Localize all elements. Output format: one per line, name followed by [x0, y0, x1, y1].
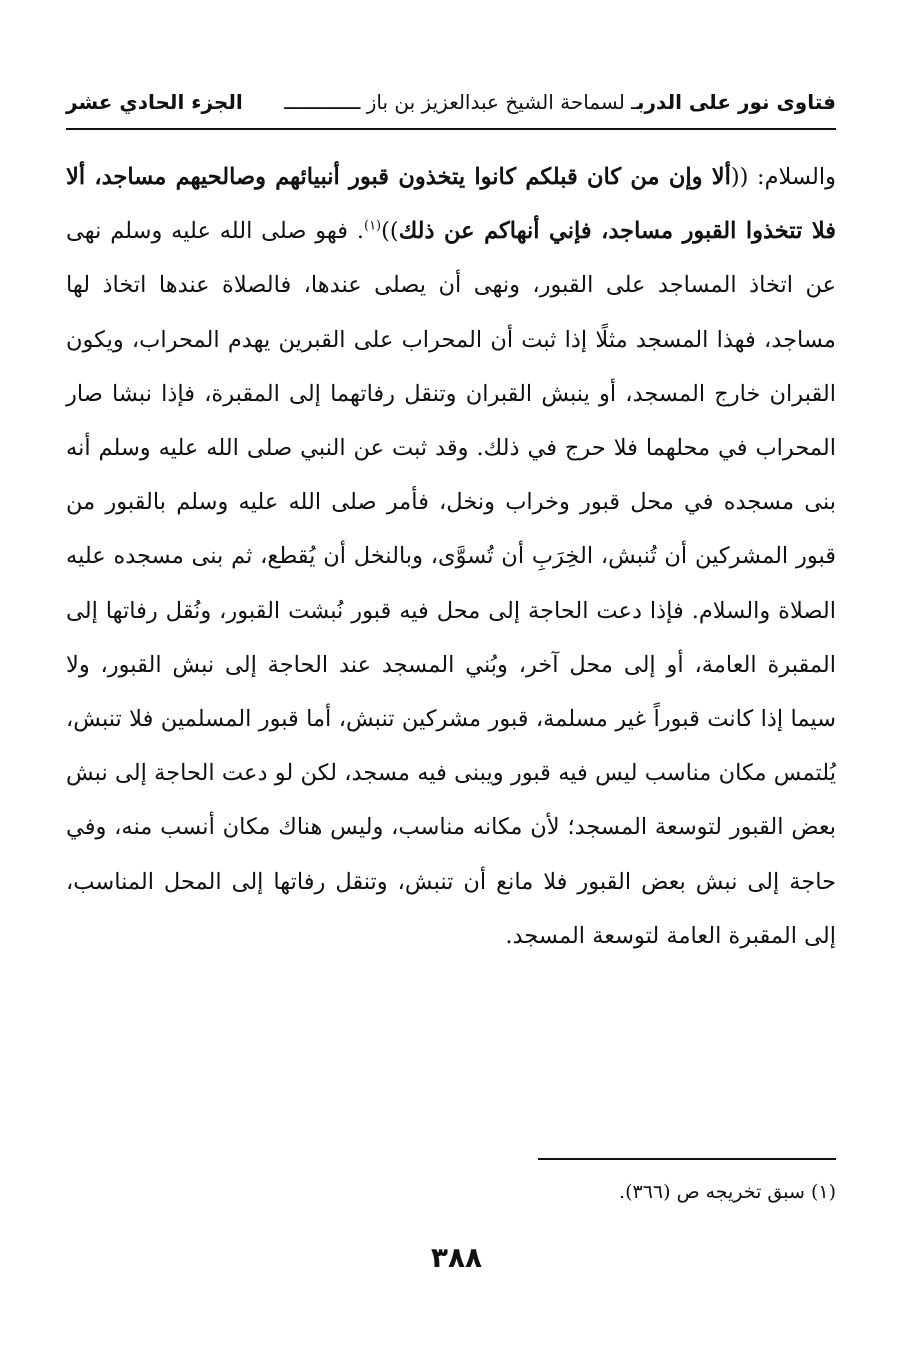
header-volume: الجزء الحادي عشر [66, 90, 243, 114]
footnote: (١) سبق تخريجه ص (٣٦٦). [619, 1181, 836, 1203]
header-book-info [284, 82, 836, 122]
page-number: ٣٨٨ [430, 1241, 483, 1274]
footnote-divider [538, 1158, 836, 1160]
body-paragraph [66, 150, 836, 963]
hadith-quote: ألا وإن من كان قبلكم كانوا يتخذون قبور أنبيائهم وصالحيهم مساجد، ألا فلا تتخذوا القبور مساجد، فإني أنهاكم عن ذلك [66, 164, 837, 245]
body-intro: والسلام: (( [730, 164, 836, 190]
header-series-title: فتاوى نور على الدرب [637, 90, 836, 114]
footnote-reference[interactable]: (١) [363, 218, 382, 234]
body-continuation: . فهو صلى الله عليه وسلم نهى عن اتخاذ المساجد على القبور، ونهى أن يصلى عندها، فالصلاة عندها اتخاذ لها مساجد، فهذا المسجد مثلًا إذا ثبت أن المحراب على القبرين يهدم المحراب، ويكون القبران خارج المسجد، أو ينبش القبران وتنقل رفاتهما إلى المقبرة، فإذا نبشا صار المحراب في محلهما فلا حرج في ذلك. وقد ثبت عن النبي صلى الله عليه وسلم أنه بنى مسجده في محل قبور وخراب ونخل، فأمر صلى الله عليه وسلم بالقبور من قبور المشركين أن تُنبش، الخِرَبِ أن تُسوَّى، وبالنخل أن يُقطع، ثم بنى مسجده عليه الصلاة والسلام. فإذا دعت الحاجة إلى محل فيه قبور نُبشت القبور، ونُقل رفاتها إلى المقبرة العامة، أو إلى محل آخر، وبُني المسجد عند الحاجة إلى نبش القبور، ولا سيما إذا كانت قبوراً غير مسلمة، قبور مشركين تنبش، أما قبور المسلمين فلا تنبش، يُلتمس مكان مناسب ليس فيه قبور ويبنى فيه مسجد، لكن لو دعت الحاجة إلى نبش بعض القبور لتوسعة المسجد؛ لأن مكانه مناسب، وليس هناك مكان أنسب منه، وفي حاجة إلى نبش بعض القبور فلا مانع أن تنبش، وتنقل رفاتها إلى المحل المناسب، إلى المقبرة العامة لتوسعة المسجد. [66, 218, 836, 949]
hadith-close: )) [381, 218, 399, 245]
running-header [66, 82, 836, 122]
header-divider [66, 128, 836, 130]
header-author: ـ لسماحة الشيخ عبدالعزيز بن باز ـــــــــــــ [284, 90, 638, 114]
